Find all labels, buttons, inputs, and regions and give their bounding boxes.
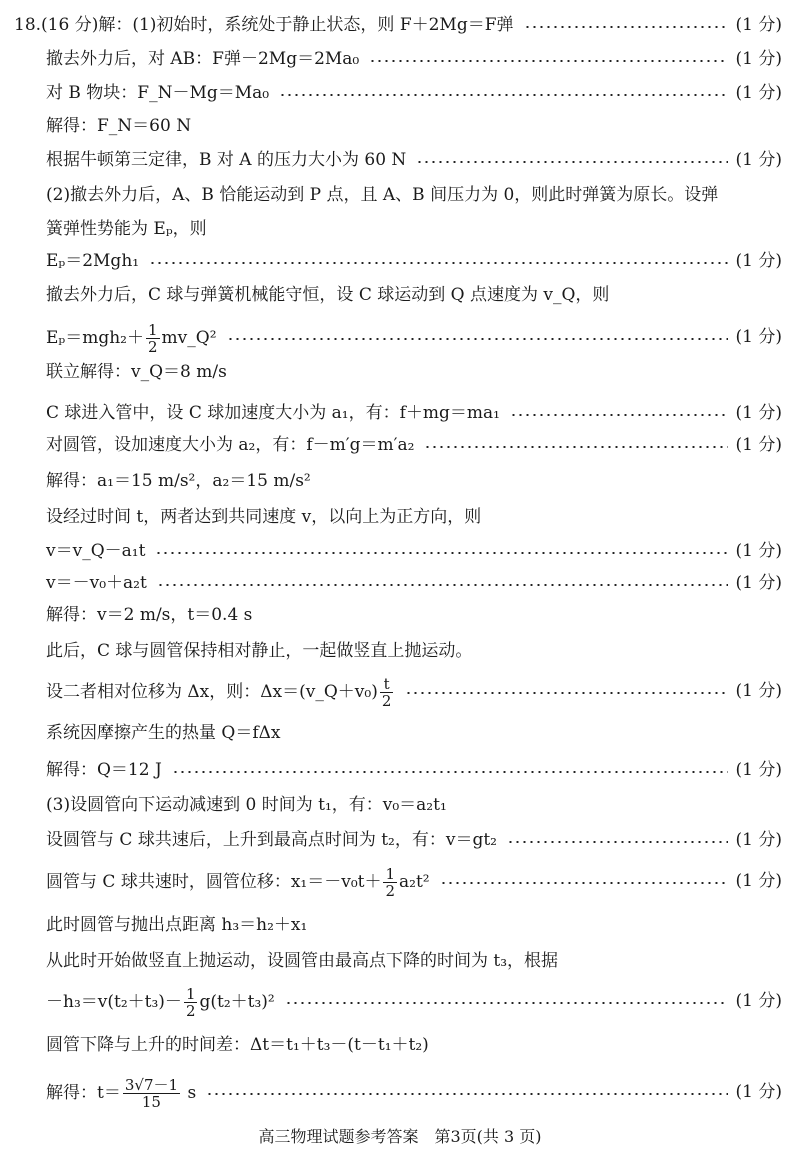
fraction — [383, 866, 397, 899]
line-text — [46, 600, 252, 630]
dotted-leader — [510, 414, 728, 416]
line-main-text: (2)撤去外力后，A、B 恰能运动到 P 点，且 A、B 间压力为 0，则此时弹簧为原长。设弹 — [46, 185, 719, 205]
line-main-text: 此时圆管与抛出点距离 h₃＝h₂＋x₁ — [46, 915, 308, 935]
solution-line — [0, 865, 800, 900]
score-label: (1 分) — [735, 541, 782, 561]
fraction-numerator: 1 — [385, 865, 396, 883]
fraction — [380, 676, 394, 709]
fraction-denominator: 15 — [123, 1093, 180, 1110]
fraction-numerator: 1 — [147, 321, 158, 339]
fraction-denominator: 2 — [385, 882, 396, 900]
line-main-text: 根据牛顿第三定律，B 对 A 的压力大小为 60 N — [46, 150, 407, 170]
line-main-text: 解得：Q＝12 J — [46, 760, 162, 780]
score-label: (1 分) — [735, 830, 782, 850]
solution-line — [0, 568, 800, 598]
line-trailing-text: g(t₂＋t₃)² — [199, 992, 275, 1012]
line-text — [46, 1030, 429, 1060]
dotted-leader — [440, 882, 728, 884]
solution-line — [0, 636, 800, 666]
dotted-leader — [227, 338, 728, 340]
line-main-text: 设圆管与 C 球共速后，上升到最高点时间为 t₂，有：v＝gt₂ — [46, 830, 497, 850]
solution-line — [0, 600, 800, 630]
line-text — [46, 502, 481, 532]
line-main-text: 撤去外力后，C 球与弹簧机械能守恒，设 C 球运动到 Q 点速度为 v_Q，则 — [46, 285, 610, 305]
score-label: (1 分) — [735, 871, 782, 891]
score-label: (1 分) — [735, 150, 782, 170]
solution-line — [0, 502, 800, 532]
line-text — [46, 111, 191, 141]
line-main-text: 簧弹性势能为 Eₚ，则 — [46, 219, 207, 239]
solution-line — [0, 985, 800, 1020]
solution-line — [0, 466, 800, 496]
line-text — [46, 214, 207, 244]
line-text — [46, 430, 414, 460]
line-main-text: 解得：a₁＝15 m/s²，a₂＝15 m/s² — [46, 471, 311, 491]
line-main-text: 解得：F_N＝60 N — [46, 116, 192, 136]
solution-line — [0, 755, 800, 785]
line-text — [46, 568, 147, 598]
fraction-denominator: 2 — [185, 1002, 196, 1020]
line-main-text: 系统因摩擦产生的热量 Q＝fΔx — [46, 723, 281, 743]
fraction-numerator: 1 — [185, 985, 196, 1003]
line-main-text: 撤去外力后，对 AB：F弹－2Mg＝2Ma₀ — [46, 49, 360, 69]
solution-line — [0, 111, 800, 141]
fraction-numerator: t — [383, 675, 390, 693]
line-main-text: 设经过时间 t，两者达到共同速度 v，以向上为正方向，则 — [46, 507, 482, 527]
line-main-text: 18.(16 分)解：(1)初始时，系统处于静止状态，则 F＋2Mg＝F弹 — [14, 15, 514, 35]
line-main-text: Eₚ＝2Mgh₁ — [46, 251, 140, 271]
solution-line — [0, 78, 800, 108]
page-footer: 高三物理试题参考答案 第3页(共 3 页) — [258, 1127, 542, 1146]
score-label: (1 分) — [735, 1082, 782, 1102]
dotted-leader — [424, 446, 728, 448]
dotted-leader — [155, 552, 728, 554]
line-main-text: v＝v_Q－a₁t — [46, 541, 146, 561]
line-text — [46, 536, 145, 566]
score-label: (1 分) — [735, 251, 782, 271]
line-main-text: 从此时开始做竖直上抛运动，设圆管由最高点下降的时间为 t₃，根据 — [46, 951, 559, 971]
solution-line — [0, 430, 800, 460]
score-label: (1 分) — [735, 991, 782, 1011]
score-label: (1 分) — [735, 760, 782, 780]
solution-line — [0, 825, 800, 855]
solution-line — [0, 718, 800, 748]
line-text — [46, 910, 307, 940]
solution-line — [0, 357, 800, 387]
solution-line — [0, 246, 800, 276]
line-trailing-text: mv_Q² — [161, 328, 217, 348]
solution-line — [0, 44, 800, 74]
score-label: (1 分) — [735, 573, 782, 593]
line-trailing-text: a₂t² — [399, 872, 430, 892]
line-main-text: v＝－v₀＋a₂t — [46, 573, 147, 593]
line-text — [46, 946, 558, 976]
line-text — [46, 145, 406, 175]
line-text — [46, 718, 281, 748]
line-main-text: (3)设圆管向下运动减速到 0 时间为 t₁，有：v₀＝a₂t₁ — [46, 795, 447, 815]
solution-line — [0, 145, 800, 175]
solution-line — [0, 1030, 800, 1060]
score-label: (1 分) — [735, 403, 782, 423]
score-label: (1 分) — [735, 15, 782, 35]
score-label: (1 分) — [735, 435, 782, 455]
line-main-text: 圆管下降与上升的时间差：Δt＝t₁＋t₃－(t－t₁＋t₂) — [46, 1035, 429, 1055]
line-text — [46, 357, 227, 387]
line-main-text: Eₚ＝mgh₂＋ — [46, 328, 144, 348]
line-text — [46, 986, 275, 1019]
solution-line — [0, 280, 800, 310]
dotted-leader — [172, 771, 728, 773]
line-text — [46, 398, 500, 428]
solution-line — [0, 10, 800, 40]
line-main-text: －h₃＝v(t₂＋t₃)－ — [46, 992, 182, 1012]
line-text — [46, 44, 359, 74]
dotted-leader — [524, 26, 728, 28]
line-text — [46, 790, 447, 820]
dotted-leader — [416, 161, 728, 163]
score-label: (1 分) — [735, 49, 782, 69]
line-text — [46, 825, 497, 855]
line-main-text: 对 B 物块：F_N－Mg＝Ma₀ — [46, 83, 270, 103]
line-trailing-text: s — [182, 1083, 197, 1103]
line-main-text: 设二者相对位移为 Δx，则：Δx＝(v_Q＋v₀) — [46, 682, 378, 702]
line-text — [46, 180, 718, 210]
solution-line — [0, 946, 800, 976]
solution-line — [0, 214, 800, 244]
solution-line — [0, 536, 800, 566]
dotted-leader — [279, 94, 728, 96]
dotted-leader — [157, 584, 728, 586]
solution-line — [0, 675, 800, 710]
solution-line — [0, 180, 800, 210]
line-main-text: 对圆管，设加速度大小为 a₂，有：f－m′g＝m′a₂ — [46, 435, 415, 455]
line-main-text: C 球进入管中，设 C 球加速度大小为 a₁，有：f＋mg＝ma₁ — [46, 403, 500, 423]
fraction — [184, 986, 198, 1019]
fraction-numerator: 3√7－1 — [124, 1076, 179, 1094]
fraction — [123, 1077, 180, 1110]
line-text — [46, 78, 269, 108]
line-main-text: 此后，C 球与圆管保持相对静止，一起做竖直上抛运动。 — [46, 641, 473, 661]
solution-line — [0, 398, 800, 428]
solution-line — [0, 790, 800, 820]
solution-line — [0, 321, 800, 356]
dotted-leader — [206, 1093, 728, 1095]
line-text — [46, 866, 430, 899]
line-text — [46, 1077, 196, 1110]
score-label: (1 分) — [735, 83, 782, 103]
fraction-denominator: 2 — [381, 692, 392, 710]
score-label: (1 分) — [735, 681, 782, 701]
line-main-text: 解得：t＝ — [46, 1083, 121, 1103]
dotted-leader — [285, 1002, 728, 1004]
line-text — [46, 676, 395, 709]
solution-line — [0, 910, 800, 940]
dotted-leader — [149, 262, 728, 264]
line-text — [46, 636, 472, 666]
line-main-text: 圆管与 C 球共速时，圆管位移：x₁＝－v₀t＋ — [46, 872, 382, 892]
line-text — [46, 466, 311, 496]
fraction-denominator: 2 — [147, 338, 158, 356]
line-main-text: 解得：v＝2 m/s，t＝0.4 s — [46, 605, 253, 625]
dotted-leader — [405, 692, 728, 694]
line-text — [46, 280, 609, 310]
fraction — [146, 322, 160, 355]
line-text — [46, 246, 139, 276]
line-main-text: 联立解得：v_Q＝8 m/s — [46, 362, 227, 382]
score-label: (1 分) — [735, 327, 782, 347]
dotted-leader — [369, 60, 728, 62]
line-text — [46, 322, 217, 355]
solution-line — [0, 1076, 800, 1111]
dotted-leader — [507, 841, 728, 843]
line-text — [14, 10, 514, 40]
line-text — [46, 755, 162, 785]
